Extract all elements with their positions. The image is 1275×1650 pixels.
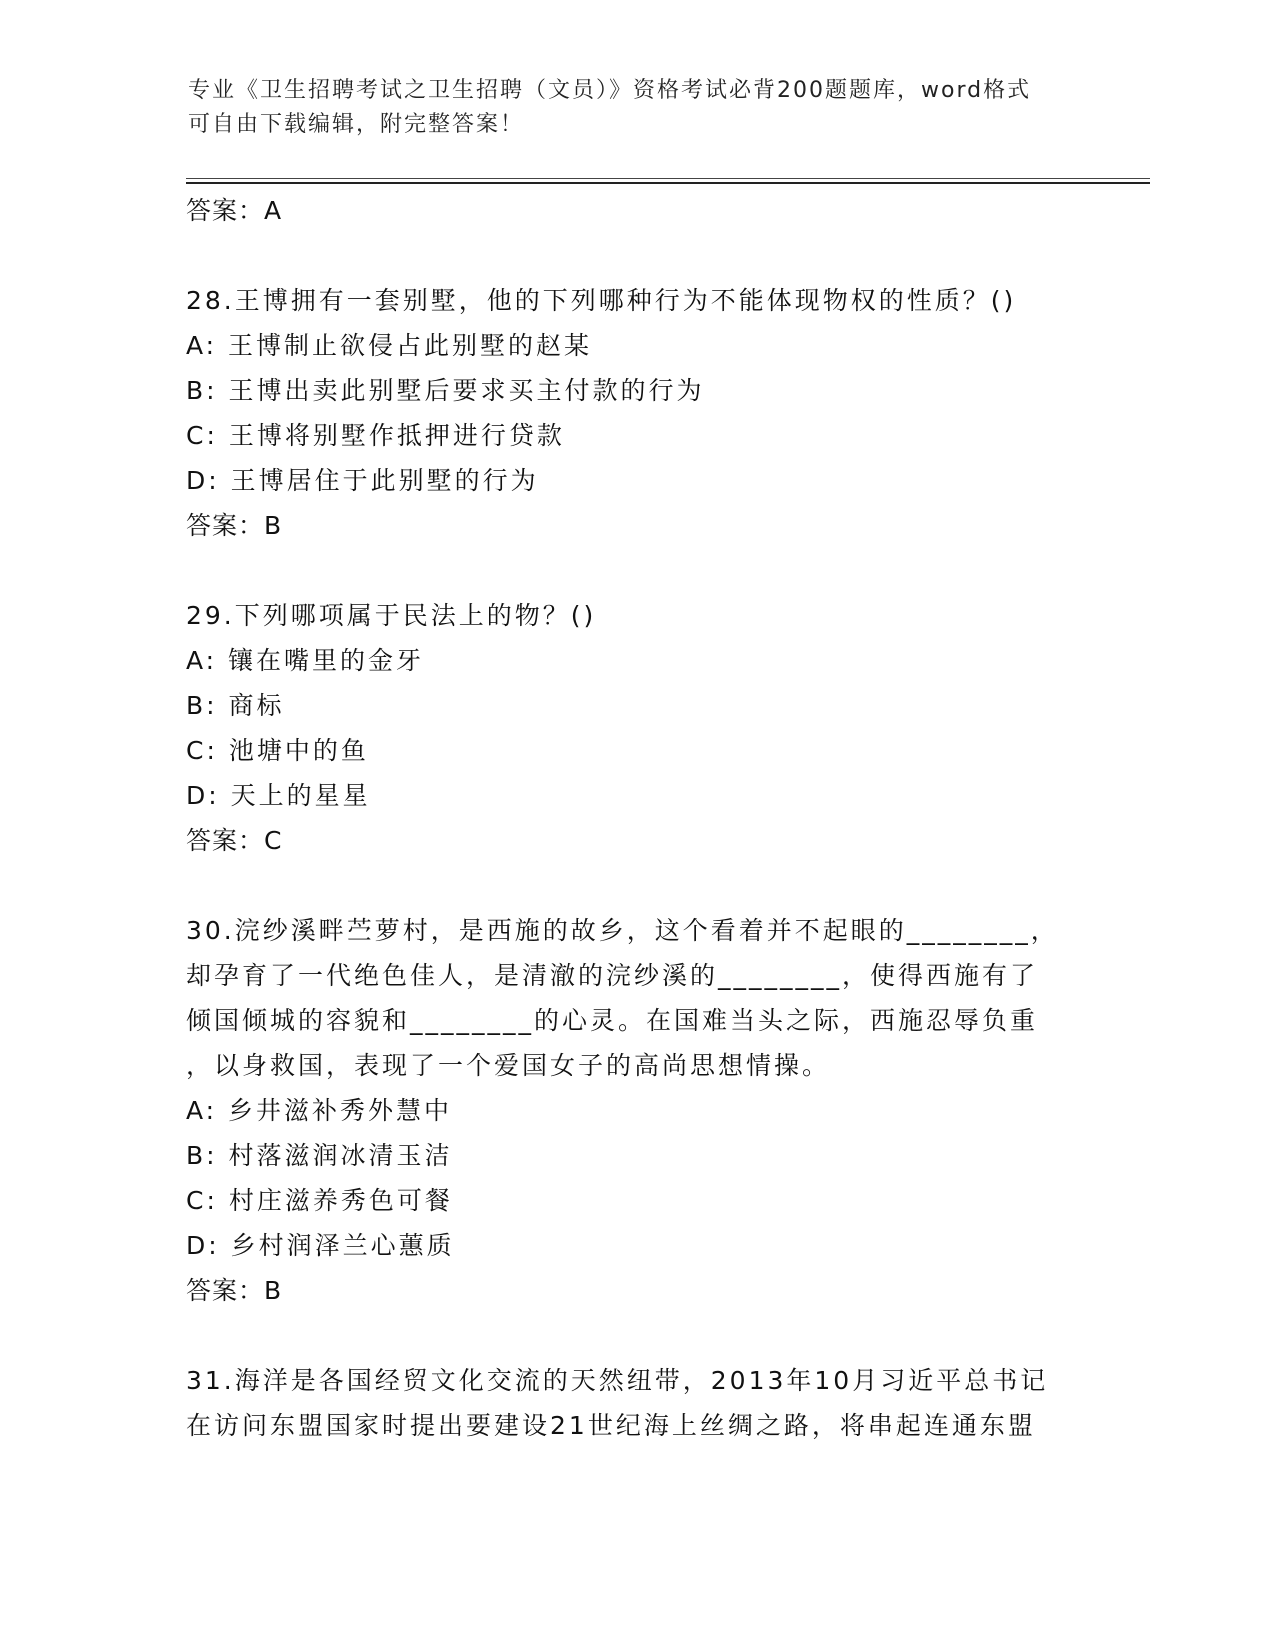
question-option: B: 商标 xyxy=(186,691,285,720)
previous-answer: 答案：A xyxy=(186,196,283,225)
question-list xyxy=(186,278,1086,1448)
question-stem-line: 倾国倾城的容貌和________的心灵。在国难当头之际，西施忍辱负重 xyxy=(186,1006,1039,1035)
question-block xyxy=(186,278,1086,549)
question-stem-line: 30.浣纱溪畔苎萝村，是西施的故乡，这个看着并不起眼的________， xyxy=(186,916,1059,945)
question-option: D: 乡村润泽兰心蕙质 xyxy=(186,1231,455,1260)
header-line-2: 可自由下载编辑，附完整答案！ xyxy=(188,112,525,137)
question-option: C: 池塘中的鱼 xyxy=(186,736,369,765)
document-body xyxy=(186,188,1086,1448)
question-stem-line: 29.下列哪项属于民法上的物？() xyxy=(186,601,597,630)
question-option: C: 村庄滋养秀色可餐 xyxy=(186,1186,453,1215)
question-option: D: 王博居住于此别墅的行为 xyxy=(186,466,539,495)
question-block xyxy=(186,1358,1086,1448)
question-stem-line: 31.海洋是各国经贸文化交流的天然纽带，2013年10月习近平总书记 xyxy=(186,1366,1049,1395)
question-stem-line: 却孕育了一代绝色佳人，是清澈的浣纱溪的________，使得西施有了 xyxy=(186,961,1039,990)
question-stem-line: 28.王博拥有一套别墅，他的下列哪种行为不能体现物权的性质？() xyxy=(186,286,1017,315)
question-option: A: 王博制止欲侵占此别墅的赵某 xyxy=(186,331,593,360)
question-stem-line: ，以身救国，表现了一个爱国女子的高尚思想情操。 xyxy=(186,1051,831,1080)
question-block xyxy=(186,593,1086,864)
question-option: A: 镶在嘴里的金牙 xyxy=(186,646,425,675)
question-option: B: 村落滋润冰清玉洁 xyxy=(186,1141,453,1170)
header-line-1: 专业《卫生招聘考试之卫生招聘（文员）》资格考试必背200题题库，word格式 xyxy=(188,78,1032,103)
question-option: A: 乡井滋补秀外慧中 xyxy=(186,1096,453,1125)
page-header xyxy=(188,74,1068,142)
question-answer: 答案：C xyxy=(186,826,283,855)
question-answer: 答案：B xyxy=(186,1276,283,1305)
question-answer: 答案：B xyxy=(186,511,283,540)
header-divider-thick xyxy=(186,182,1150,184)
question-stem-line: 在访问东盟国家时提出要建设21世纪海上丝绸之路，将串起连通东盟 xyxy=(186,1411,1036,1440)
question-block xyxy=(186,908,1086,1314)
question-option: B: 王博出卖此别墅后要求买主付款的行为 xyxy=(186,376,705,405)
question-option: C: 王博将别墅作抵押进行贷款 xyxy=(186,421,565,450)
header-divider xyxy=(186,178,1150,179)
question-option: D: 天上的星星 xyxy=(186,781,371,810)
